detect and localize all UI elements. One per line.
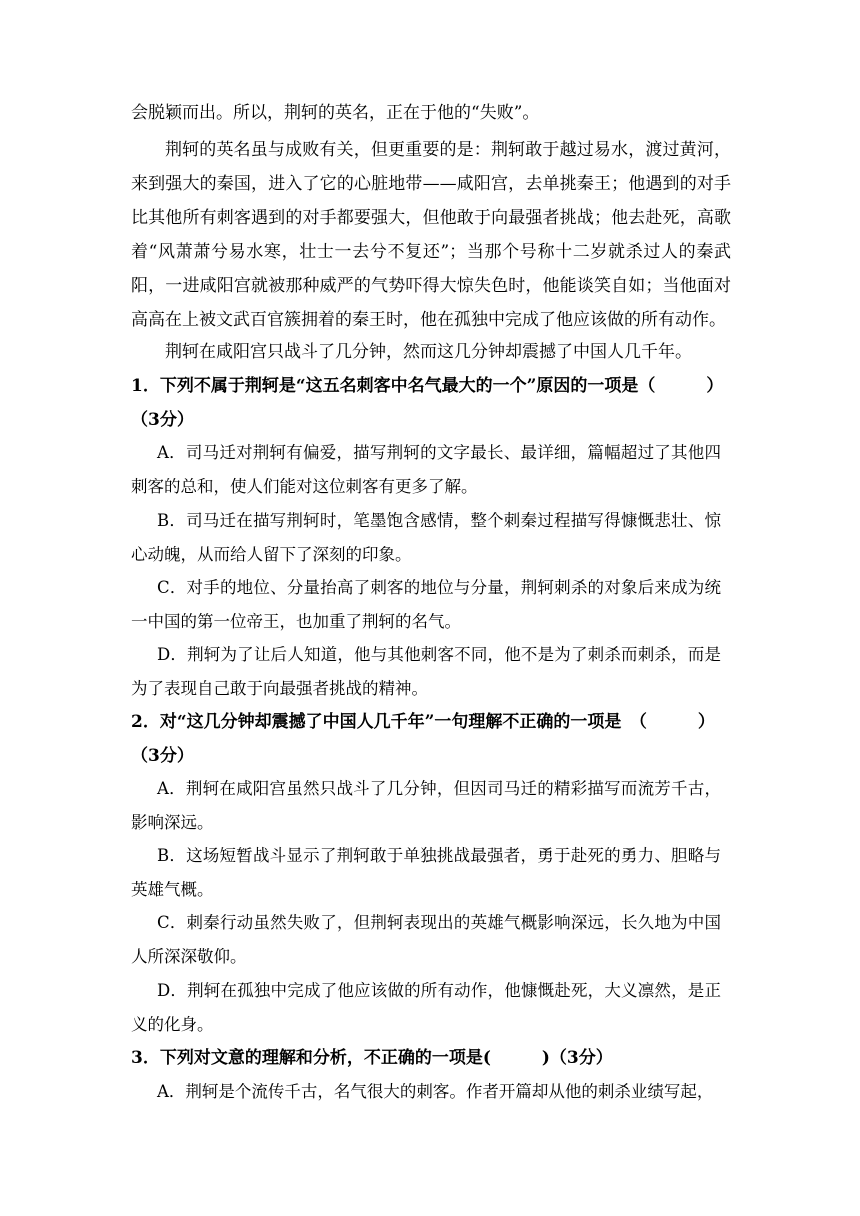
question-1-option-c: C．对手的地位、分量抬高了刺客的地位与分量，荆轲刺杀的对象后来成为统一中国的第一位帝王，也加重了荆轲的名气。 [131, 578, 721, 631]
question-2-option-a: A．荆轲在咸阳宫虽然只战斗了几分钟，但因司马迁的精彩描写而流芳千古，影响深远。 [131, 779, 721, 832]
question-2-option-d: D．荆轲在孤独中完成了他应该做的所有动作，他慷慨赴死，大义凛然，是正义的化身。 [131, 981, 721, 1034]
passage-paragraph-3: 荆轲在咸阳宫只战斗了几分钟，然而这几分钟却震撼了中国人几千年。 [165, 342, 692, 362]
question-3-stem: 3．下列对文意的理解和分析，不正确的一项是( )（3分） [131, 1048, 613, 1068]
question-1-option-b: B．司马迁在描写荆轲时，笔墨饱含感情，整个刺秦过程描写得慷慨悲壮、惊心动魄，从而给人留下了深刻的印象。 [131, 511, 721, 564]
question-2-option-c: C．刺秦行动虽然失败了，但荆轲表现出的英雄气概影响深远，长久地为中国人所深深敬仰。 [131, 913, 721, 966]
question-1-option-a: A．司马迁对荆轲有偏爱，描写荆轲的文字最长、最详细，篇幅超过了其他四刺客的总和，使人们能对这位刺客有更多了解。 [131, 443, 721, 496]
question-3-option-a: A．荆轲是个流传千古，名气很大的刺客。作者开篇却从他的刺杀业绩写起， [157, 1082, 714, 1101]
question-2-option-b: B．这场短暂战斗显示了荆轲敢于单独挑战最强者，勇于赴死的勇力、胆略与英雄气概。 [131, 846, 721, 899]
passage-paragraph-2: 荆轲的英名虽与成败有关，但更重要的是：荆轲敢于越过易水，渡过黄河，来到强大的秦国，进入了它的心脏地带——咸阳宫，去单挑秦王；他遇到的对手比其他所有刺客遇到的对手都要强大，但他敢于向最强者挑战；他去赴死，高歌着“风萧萧兮易水寒，壮士一去兮不复还”；当那个号称十二岁就杀过人的秦武阳，一进咸阳宫就被那种威严的气势吓得大惊失色时，他能谈笑自如；当他面对高高在上被文武百官簇拥着的秦王时，他在孤独中完成了他应该做的所有动作。 [131, 140, 731, 330]
question-2-stem: 2．对“这几分钟却震撼了中国人几千年”一句理解不正确的一项是 （ ）（3分） [131, 712, 715, 766]
question-1-option-d: D．荆轲为了让后人知道，他与其他刺客不同，他不是为了刺杀而刺杀，而是为了表现自己敢于向最强者挑战的精神。 [131, 645, 721, 698]
question-1-stem: 1．下列不属于荆轲是“这五名刺客中名气最大的一个”原因的一项是（ ）（3分） [131, 376, 724, 430]
passage-paragraph-1: 会脱颖而出。所以，荆轲的英名，正在于他的“失败”。 [131, 103, 540, 123]
